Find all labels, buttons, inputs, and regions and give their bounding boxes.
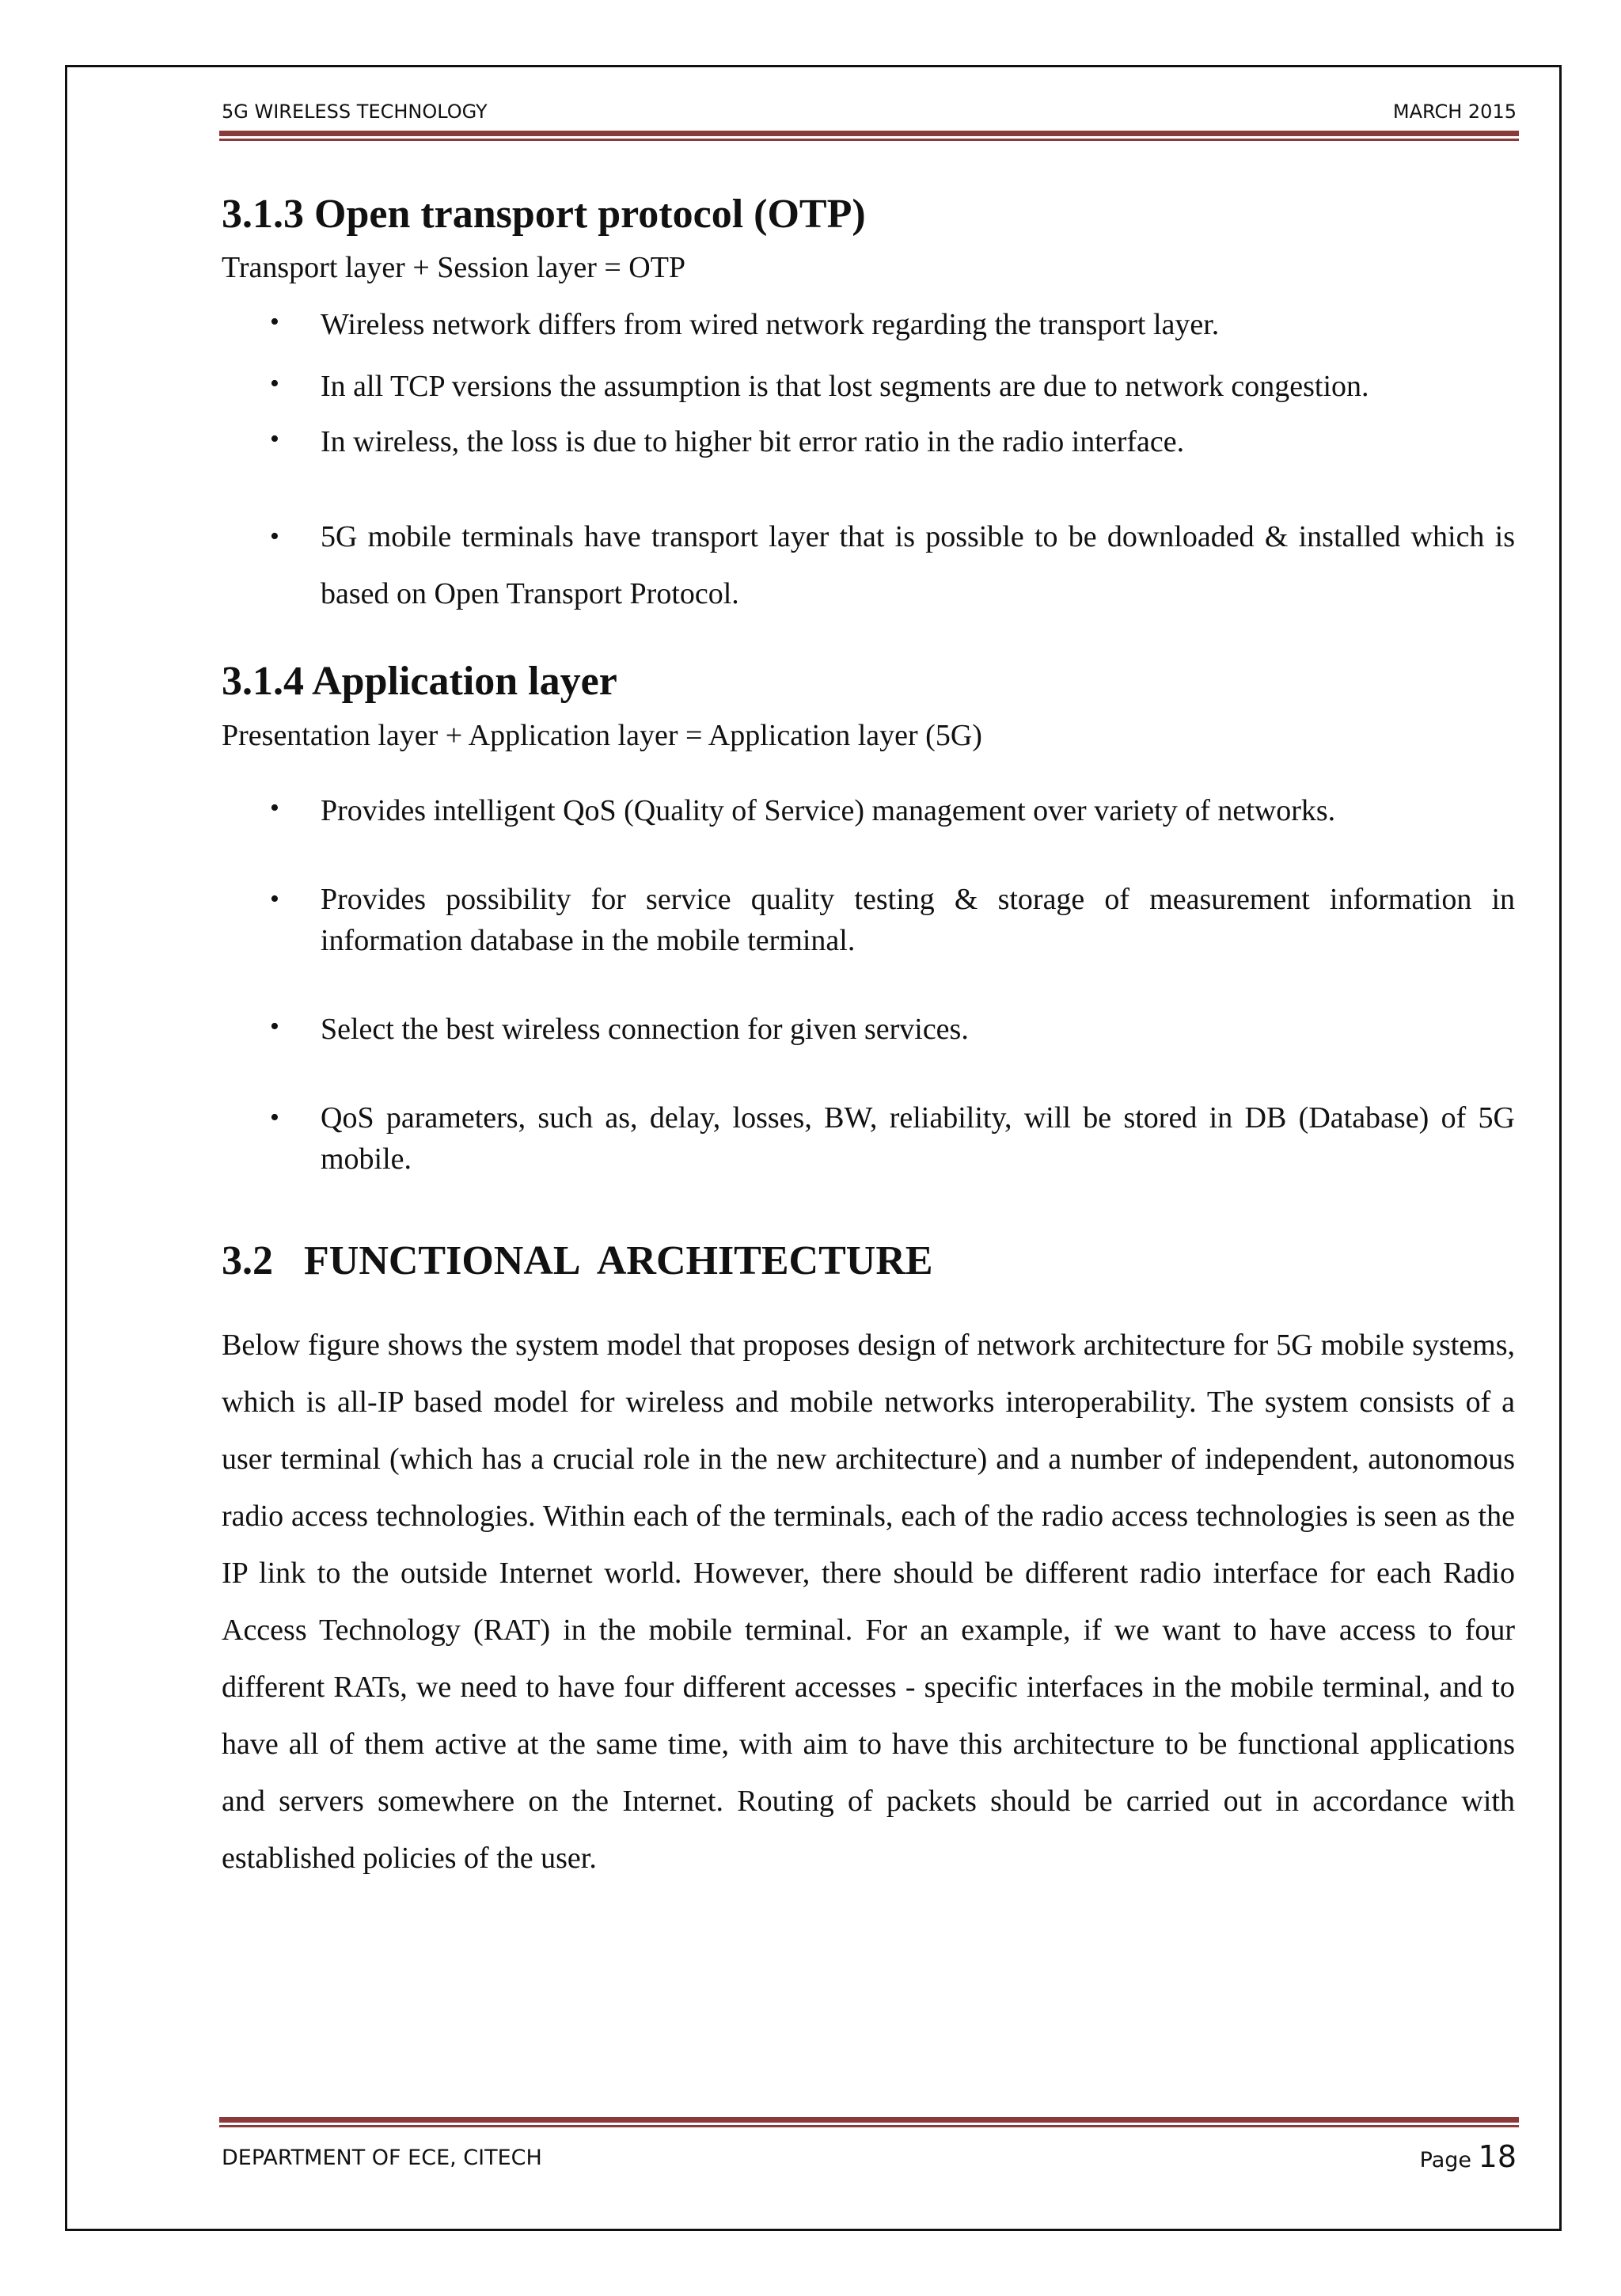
page-number-value: 18 (1478, 2139, 1517, 2174)
page-header (222, 97, 1517, 126)
bullet-text: 5G mobile terminals have transport layer that is possible to be downloaded & installed which is based on Open Transport Protocol. (321, 520, 1515, 611)
otp-bullet-list (222, 302, 1515, 623)
bullet-text: QoS parameters, such as, delay, losses, BW, reliability, will be stored in DB (Database) of 5G mobile. (321, 1101, 1515, 1177)
header-rule-thick (219, 131, 1519, 136)
page-content (222, 190, 1515, 1887)
bullet-icon: • (270, 793, 279, 823)
header-rule (219, 131, 1519, 142)
header-rule-thin (219, 139, 1519, 141)
list-item (222, 879, 1515, 961)
bullet-text: In wireless, the loss is due to higher bit error ratio in the radio interface. (321, 425, 1185, 459)
heading-application-layer: 3.1.4 Application layer (222, 659, 617, 705)
footer-rule-thick (219, 2117, 1519, 2123)
heading-otp: 3.1.3 Open transport protocol (OTP) (222, 192, 866, 237)
header-date: MARCH 2015 (1392, 101, 1517, 123)
application-bullet-list (222, 789, 1515, 1180)
bullet-text: Wireless network differs from wired network regarding the transport layer. (321, 307, 1220, 341)
bullet-icon: • (270, 522, 279, 552)
bullet-icon: • (270, 1103, 279, 1133)
heading-functional-architecture: 3.2 FUNCTIONAL ARCHITECTURE (222, 1238, 933, 1284)
list-item (222, 302, 1515, 347)
page-number (1420, 2139, 1517, 2174)
page-label: Page (1419, 2148, 1472, 2172)
otp-formula: Transport layer + Session layer = OTP (222, 251, 686, 285)
footer-department: DEPARTMENT OF ECE, CITECH (222, 2146, 542, 2170)
bullet-icon: • (270, 306, 279, 336)
list-item (222, 420, 1515, 464)
list-item (222, 1097, 1515, 1180)
page-footer (222, 2139, 1517, 2174)
footer-rule (219, 2117, 1519, 2128)
bullet-text: Provides intelligent QoS (Quality of Service) management over variety of networks. (321, 793, 1336, 827)
list-item (222, 508, 1515, 622)
list-item (222, 789, 1515, 833)
bullet-text: Select the best wireless connection for given services. (321, 1013, 969, 1047)
bullet-icon: • (270, 1012, 279, 1042)
header-title: 5G WIRELESS TECHNOLOGY (222, 101, 488, 123)
bullet-text: Provides possibility for service quality testing & storage of measurement information in information database in the mobile terminal. (321, 883, 1515, 958)
bullet-text: In all TCP versions the assumption is that lost segments are due to network congestion. (321, 369, 1369, 403)
application-formula: Presentation layer + Application layer = Application layer (5G) (222, 718, 982, 752)
list-item (222, 1007, 1515, 1051)
functional-architecture-paragraph: Below figure shows the system model that proposes design of network architecture for 5G mobile systems, which is all-IP based model for wireless and mobile networks interoperability. The system consists of a user terminal (which has a crucial role in the new architecture) and a number of independent, autonomous radio access technologies. Within each of the terminals, each of the radio access technologies is seen as the IP link to the outside Internet world. However, there should be different radio interface for each Radio Access Technology (RAT) in the mobile terminal. For an example, if we want to have access to four different RATs, we need to have four different accesses - specific interfaces in the mobile terminal, and to have all of them active at the same time, with aim to have this architecture to be functional applications and servers somewhere on the Internet. Routing of packets should be carried out in accordance with established policies of the user. (222, 1328, 1515, 1875)
list-item (222, 364, 1515, 409)
bullet-icon: • (270, 424, 279, 454)
bullet-icon: • (270, 368, 279, 398)
footer-rule-thin (219, 2125, 1519, 2127)
bullet-icon: • (270, 884, 279, 914)
